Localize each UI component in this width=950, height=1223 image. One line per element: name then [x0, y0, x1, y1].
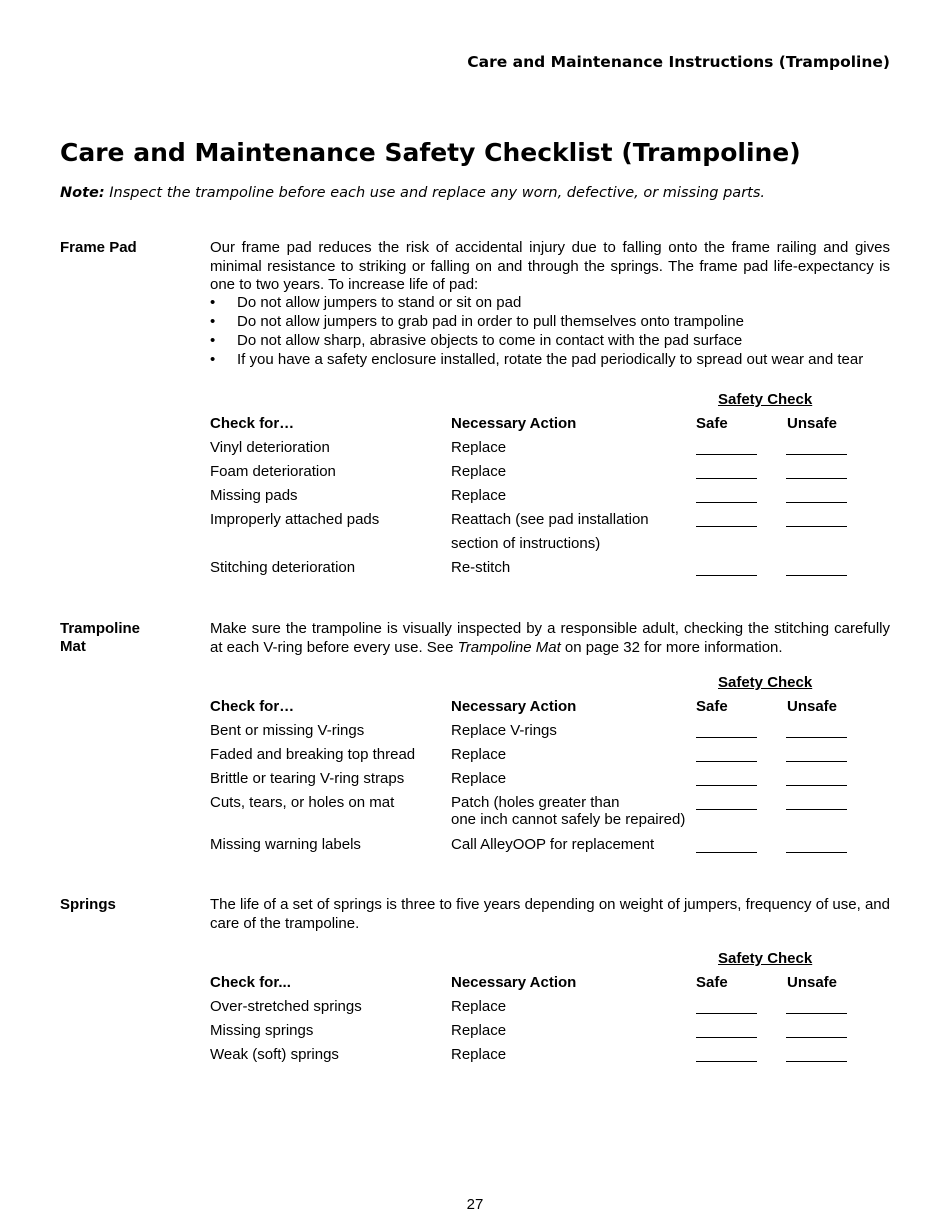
- safe-checkbox-line[interactable]: [696, 785, 757, 786]
- action-item: Replace: [451, 463, 507, 480]
- column-header-check-for: Check for…: [210, 698, 295, 715]
- action-item: Patch (holes greater than: [451, 794, 620, 811]
- section-label-line: Mat: [60, 638, 86, 655]
- safe-checkbox-line[interactable]: [696, 1061, 757, 1062]
- check-item: Missing warning labels: [210, 836, 361, 853]
- page-title: Care and Maintenance Safety Checklist (Trampoline): [60, 138, 801, 167]
- unsafe-checkbox-line[interactable]: [786, 809, 847, 810]
- unsafe-checkbox-line[interactable]: [786, 1013, 847, 1014]
- check-item: Vinyl deterioration: [210, 439, 330, 456]
- page-number: 27: [466, 1196, 484, 1213]
- action-item: Replace: [451, 487, 507, 504]
- safety-check-heading: Safety Check: [718, 674, 813, 691]
- springs-description: The life of a set of springs is three to five years depending on weight of jumpers, frequency of use, and care of the trampoline.: [210, 896, 890, 932]
- safe-checkbox-line[interactable]: [696, 454, 757, 455]
- action-item: Re-stitch: [451, 559, 511, 576]
- column-header-safe: Safe: [696, 974, 728, 991]
- unsafe-checkbox-line[interactable]: [786, 454, 847, 455]
- frame-pad-description: Our frame pad reduces the risk of accidental injury due to falling onto the frame railing and gives minimal resistance to striking or falling on and through the springs. The frame pad life-expectancy is one to two years. To increase life of pad:: [210, 239, 890, 293]
- column-header-safe: Safe: [696, 415, 728, 432]
- column-header-unsafe: Unsafe: [787, 698, 838, 715]
- check-item: Brittle or tearing V-ring straps: [210, 770, 405, 787]
- column-header-check-for: Check for...: [210, 974, 291, 991]
- safe-checkbox-line[interactable]: [696, 1037, 757, 1038]
- safe-checkbox-line[interactable]: [696, 575, 757, 576]
- check-item: Bent or missing V-rings: [210, 722, 365, 739]
- unsafe-checkbox-line[interactable]: [786, 478, 847, 479]
- safety-check-heading: Safety Check: [718, 391, 813, 408]
- check-item: Weak (soft) springs: [210, 1046, 339, 1063]
- check-item: Missing springs: [210, 1022, 314, 1039]
- check-item: Foam deterioration: [210, 463, 336, 480]
- unsafe-checkbox-line[interactable]: [786, 1037, 847, 1038]
- check-item: Improperly attached pads: [210, 511, 380, 528]
- column-header-necessary-action: Necessary Action: [451, 974, 577, 991]
- action-item: Replace V-rings: [451, 722, 557, 739]
- list-item: • Do not allow jumpers to grab pad in order to pull themselves onto trampoline: [210, 312, 863, 331]
- frame-pad-tips-list: [210, 293, 863, 369]
- section-label-springs: Springs: [60, 896, 116, 913]
- unsafe-checkbox-line[interactable]: [786, 1061, 847, 1062]
- column-header-unsafe: Unsafe: [787, 415, 838, 432]
- safe-checkbox-line[interactable]: [696, 502, 757, 503]
- action-item: Call AlleyOOP for replacement: [451, 836, 655, 853]
- para-text: on page 32 for more information.: [560, 638, 783, 656]
- safe-checkbox-line[interactable]: [696, 1013, 757, 1014]
- note-text: Inspect the trampoline before each use and replace any worn, defective, or missing parts.: [109, 185, 766, 201]
- check-item: Over-stretched springs: [210, 998, 362, 1015]
- unsafe-checkbox-line[interactable]: [786, 785, 847, 786]
- list-item: • Do not allow jumpers to stand or sit on pad: [210, 293, 863, 312]
- unsafe-checkbox-line[interactable]: [786, 852, 847, 853]
- list-item: • If you have a safety enclosure installed, rotate the pad periodically to spread out wear and tear: [210, 350, 863, 369]
- note-label: Note:: [60, 185, 105, 201]
- action-item-continued: one inch cannot safely be repaired): [451, 811, 686, 828]
- check-item: Stitching deterioration: [210, 559, 356, 576]
- safety-check-heading: Safety Check: [718, 950, 813, 967]
- para-reference: Trampoline Mat: [457, 638, 561, 656]
- safe-checkbox-line[interactable]: [696, 761, 757, 762]
- action-item: Replace: [451, 770, 507, 787]
- section-label-frame-pad: Frame Pad: [60, 239, 137, 256]
- check-item: Missing pads: [210, 487, 298, 504]
- unsafe-checkbox-line[interactable]: [786, 737, 847, 738]
- unsafe-checkbox-line[interactable]: [786, 575, 847, 576]
- running-header: Care and Maintenance Instructions (Trampoline): [467, 53, 890, 71]
- section-label-line: Trampoline: [60, 620, 141, 637]
- unsafe-checkbox-line[interactable]: [786, 502, 847, 503]
- trampoline-mat-description: [210, 620, 890, 657]
- action-item: Replace: [451, 998, 507, 1015]
- column-header-check-for: Check for…: [210, 415, 295, 432]
- unsafe-checkbox-line[interactable]: [786, 761, 847, 762]
- column-header-necessary-action: Necessary Action: [451, 415, 577, 432]
- safe-checkbox-line[interactable]: [696, 809, 757, 810]
- safe-checkbox-line[interactable]: [696, 526, 757, 527]
- note: [60, 185, 765, 201]
- safe-checkbox-line[interactable]: [696, 852, 757, 853]
- action-item: Replace: [451, 1046, 507, 1063]
- safe-checkbox-line[interactable]: [696, 478, 757, 479]
- column-header-necessary-action: Necessary Action: [451, 698, 577, 715]
- column-header-unsafe: Unsafe: [787, 974, 838, 991]
- safe-checkbox-line[interactable]: [696, 737, 757, 738]
- check-item: Faded and breaking top thread: [210, 746, 416, 763]
- column-header-safe: Safe: [696, 698, 728, 715]
- list-item: • Do not allow sharp, abrasive objects to come in contact with the pad surface: [210, 331, 863, 350]
- action-item: Replace: [451, 439, 507, 456]
- para-text: Make sure the trampoline is visually inspected by a responsible adult, checking the stitching carefully at each V-ring before every use. See: [210, 620, 890, 656]
- unsafe-checkbox-line[interactable]: [786, 526, 847, 527]
- action-item-continued: section of instructions): [451, 535, 601, 552]
- action-item: Reattach (see pad installation: [451, 511, 649, 528]
- action-item: Replace: [451, 746, 507, 763]
- section-label-trampoline-mat: [60, 620, 140, 656]
- check-item: Cuts, tears, or holes on mat: [210, 794, 395, 811]
- action-item: Replace: [451, 1022, 507, 1039]
